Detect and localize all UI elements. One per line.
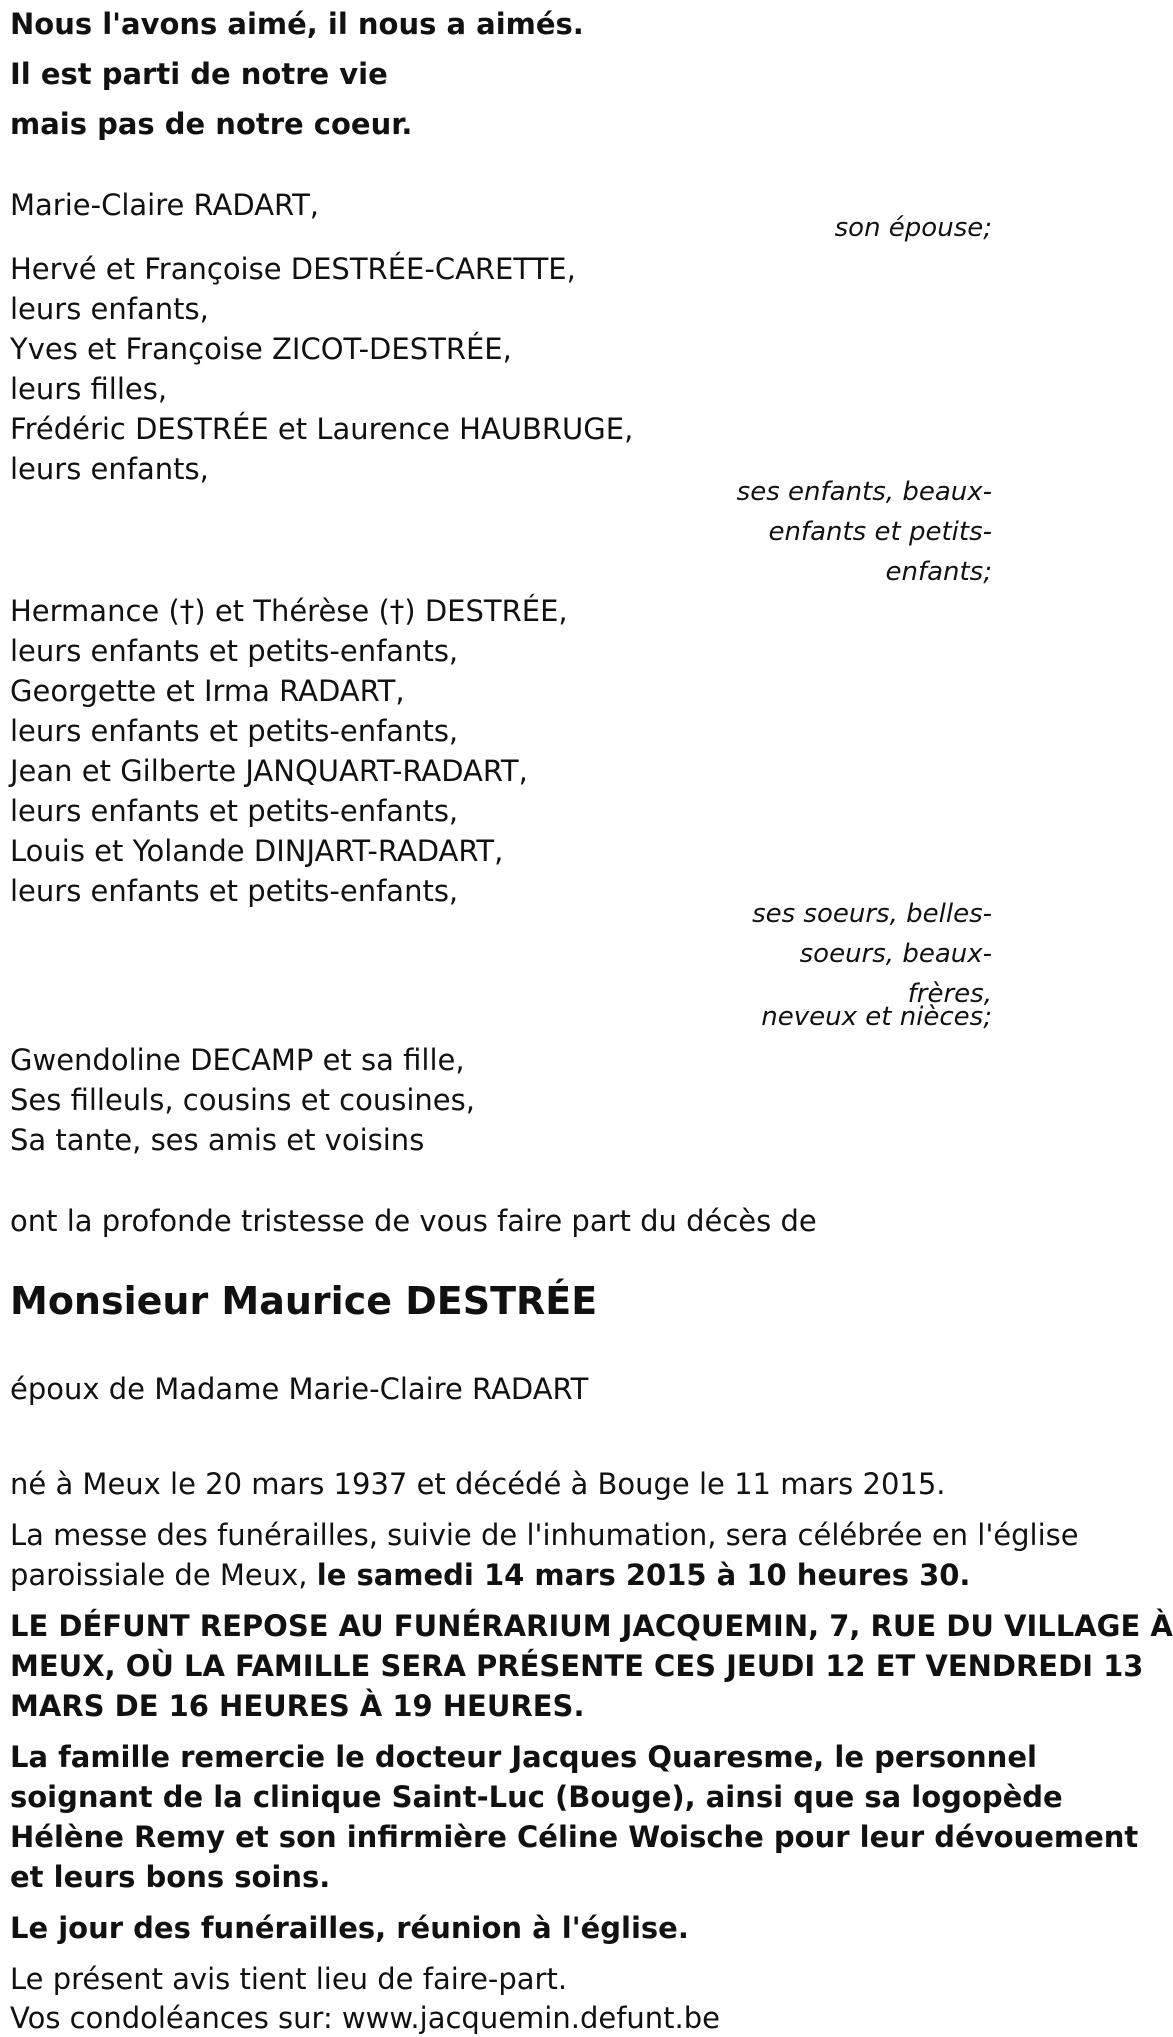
intro-line-1: Nous l'avons aimé, il nous a aimés. [10, 7, 584, 41]
siblings-line-6: leurs enfants et petits-enfants, [10, 794, 459, 828]
intro-line-3: mais pas de notre coeur. [10, 107, 413, 141]
others-line-1: Gwendoline DECAMP et sa fille, [10, 1043, 465, 1077]
others-line-3: Sa tante, ses amis et voisins [10, 1123, 425, 1157]
others-line-2: Ses filleuls, cousins et cousines, [10, 1083, 475, 1117]
siblings-relation-2: soeurs, beaux- [799, 939, 992, 969]
children-line-6: leurs enfants, [10, 452, 209, 486]
mass-line-2 [10, 1555, 970, 1595]
siblings-line-5: Jean et Gilberte JANQUART-RADART, [10, 754, 528, 788]
mass-date-time: le samedi 14 mars 2015 à 10 heures 30. [316, 1558, 971, 1592]
mass-line-1: La messe des funérailles, suivie de l'inhumation, sera célébrée en l'église [10, 1518, 1079, 1552]
siblings-line-2: leurs enfants et petits-enfants, [10, 634, 459, 668]
funerarium-line-2: MEUX, OÙ LA FAMILLE SERA PRÉSENTE CES JEUDI 12 ET VENDREDI 13 [10, 1649, 1144, 1683]
deceased-name: Monsieur Maurice DESTRÉE [10, 1279, 598, 1323]
siblings-line-3: Georgette et Irma RADART, [10, 674, 405, 708]
thanks-line-4: et leurs bons soins. [10, 1860, 331, 1894]
siblings-relation-4: neveux et nièces; [761, 1002, 992, 1032]
meeting-text: Le jour des funérailles, réunion à l'église. [10, 1911, 689, 1945]
funerarium-line-1: LE DÉFUNT REPOSE AU FUNÉRARIUM JACQUEMIN, 7, RUE DU VILLAGE À [10, 1609, 1173, 1643]
siblings-line-4: leurs enfants et petits-enfants, [10, 714, 459, 748]
thanks-line-3: Hélène Remy et son infirmière Céline Woische pour leur dévouement [10, 1820, 1139, 1854]
condolences-text: Vos condoléances sur: www.jacquemin.defunt.be [10, 2001, 721, 2035]
announcement-text: ont la profonde tristesse de vous faire part du décès de [10, 1204, 817, 1238]
birth-death-text: né à Meux le 20 mars 1937 et décédé à Bouge le 11 mars 2015. [10, 1467, 946, 1501]
children-relation-2: enfants et petits- [768, 517, 992, 547]
thanks-line-1: La famille remercie le docteur Jacques Quaresme, le personnel [10, 1740, 1037, 1774]
spouse-relation: son épouse; [834, 213, 992, 243]
siblings-relation-3: frères, [907, 979, 992, 1009]
notice-text: Le présent avis tient lieu de faire-part. [10, 1962, 568, 1996]
children-relation-1: ses enfants, beaux- [736, 477, 992, 507]
children-line-3: Yves et Françoise ZICOT-DESTRÉE, [10, 332, 512, 366]
siblings-line-1: Hermance (†) et Thérèse (†) DESTRÉE, [10, 594, 568, 628]
children-relation-3: enfants; [885, 557, 992, 587]
siblings-line-8: leurs enfants et petits-enfants, [10, 874, 459, 908]
children-line-4: leurs filles, [10, 372, 168, 406]
children-line-2: leurs enfants, [10, 292, 209, 326]
children-line-5: Frédéric DESTRÉE et Laurence HAUBRUGE, [10, 412, 634, 446]
intro-line-2: Il est parti de notre vie [10, 57, 388, 91]
children-line-1: Hervé et Françoise DESTRÉE-CARETTE, [10, 252, 576, 286]
siblings-line-7: Louis et Yolande DINJART-RADART, [10, 834, 504, 868]
siblings-relation-1: ses soeurs, belles- [752, 899, 992, 929]
spouse-of-text: époux de Madame Marie-Claire RADART [10, 1372, 589, 1406]
spouse-name: Marie-Claire RADART, [10, 188, 320, 222]
thanks-line-2: soignant de la clinique Saint-Luc (Bouge), ainsi que sa logopède [10, 1780, 1063, 1814]
mass-location: paroissiale de Meux, [10, 1558, 317, 1592]
funerarium-line-3: MARS DE 16 HEURES À 19 HEURES. [10, 1689, 585, 1723]
